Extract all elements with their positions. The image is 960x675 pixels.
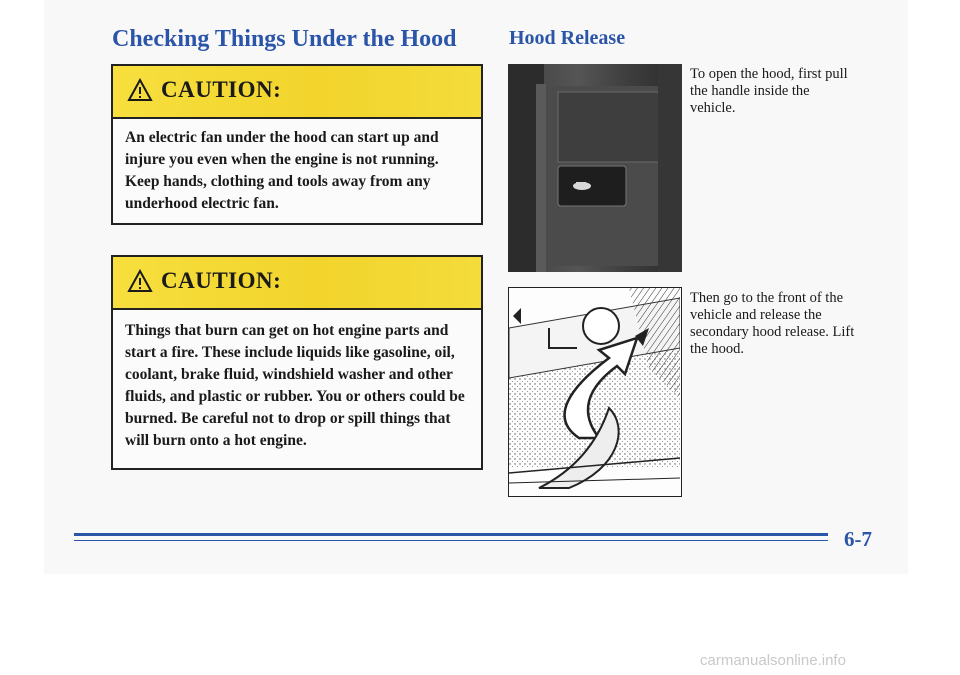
page-number: 6-7 (844, 527, 872, 551)
hood-handle-illustration (508, 64, 682, 272)
watermark-text: carmanualsonline.info (700, 652, 846, 669)
caution-header (113, 257, 481, 310)
caution-label: CAUTION: (161, 77, 282, 102)
hood-latch-diagram (509, 288, 680, 495)
footer-rule-thin (74, 540, 828, 541)
caution-text: An electric fan under the hood can start up and injure you even when the engine is not running. Keep hands, clothing and tools away from any underhood electric fan. (125, 129, 439, 212)
page-title: Checking Things Under the Hood (112, 26, 457, 52)
step-open-hood-text: To open the hood, first pull the handle inside the vehicle. (690, 66, 848, 116)
caution-text: Things that burn can get on hot engine parts and start a fire. These include liquids like gasoline, oil, coolant, brake fluid, windshield washer and other fluids, and plastic or rubber. You or others could be burned. Be careful not to drop or spill things that will burn onto a hot engine. (125, 322, 465, 449)
footer-rule (74, 533, 828, 536)
hood-release-handle-photo (508, 64, 682, 272)
caution-box-electric-fan (111, 64, 483, 225)
caution-header (113, 66, 481, 119)
caution-box-fire-hazard (111, 255, 483, 470)
section-heading-hood-release: Hood Release (509, 27, 626, 49)
step-secondary-release-text: Then go to the front of the vehicle and release the secondary hood release. Lift the hood. (690, 290, 855, 357)
secondary-hood-release-illustration (508, 287, 682, 497)
warning-triangle-icon (127, 269, 153, 293)
caution-label: CAUTION: (161, 268, 282, 293)
warning-triangle-icon (127, 78, 153, 102)
